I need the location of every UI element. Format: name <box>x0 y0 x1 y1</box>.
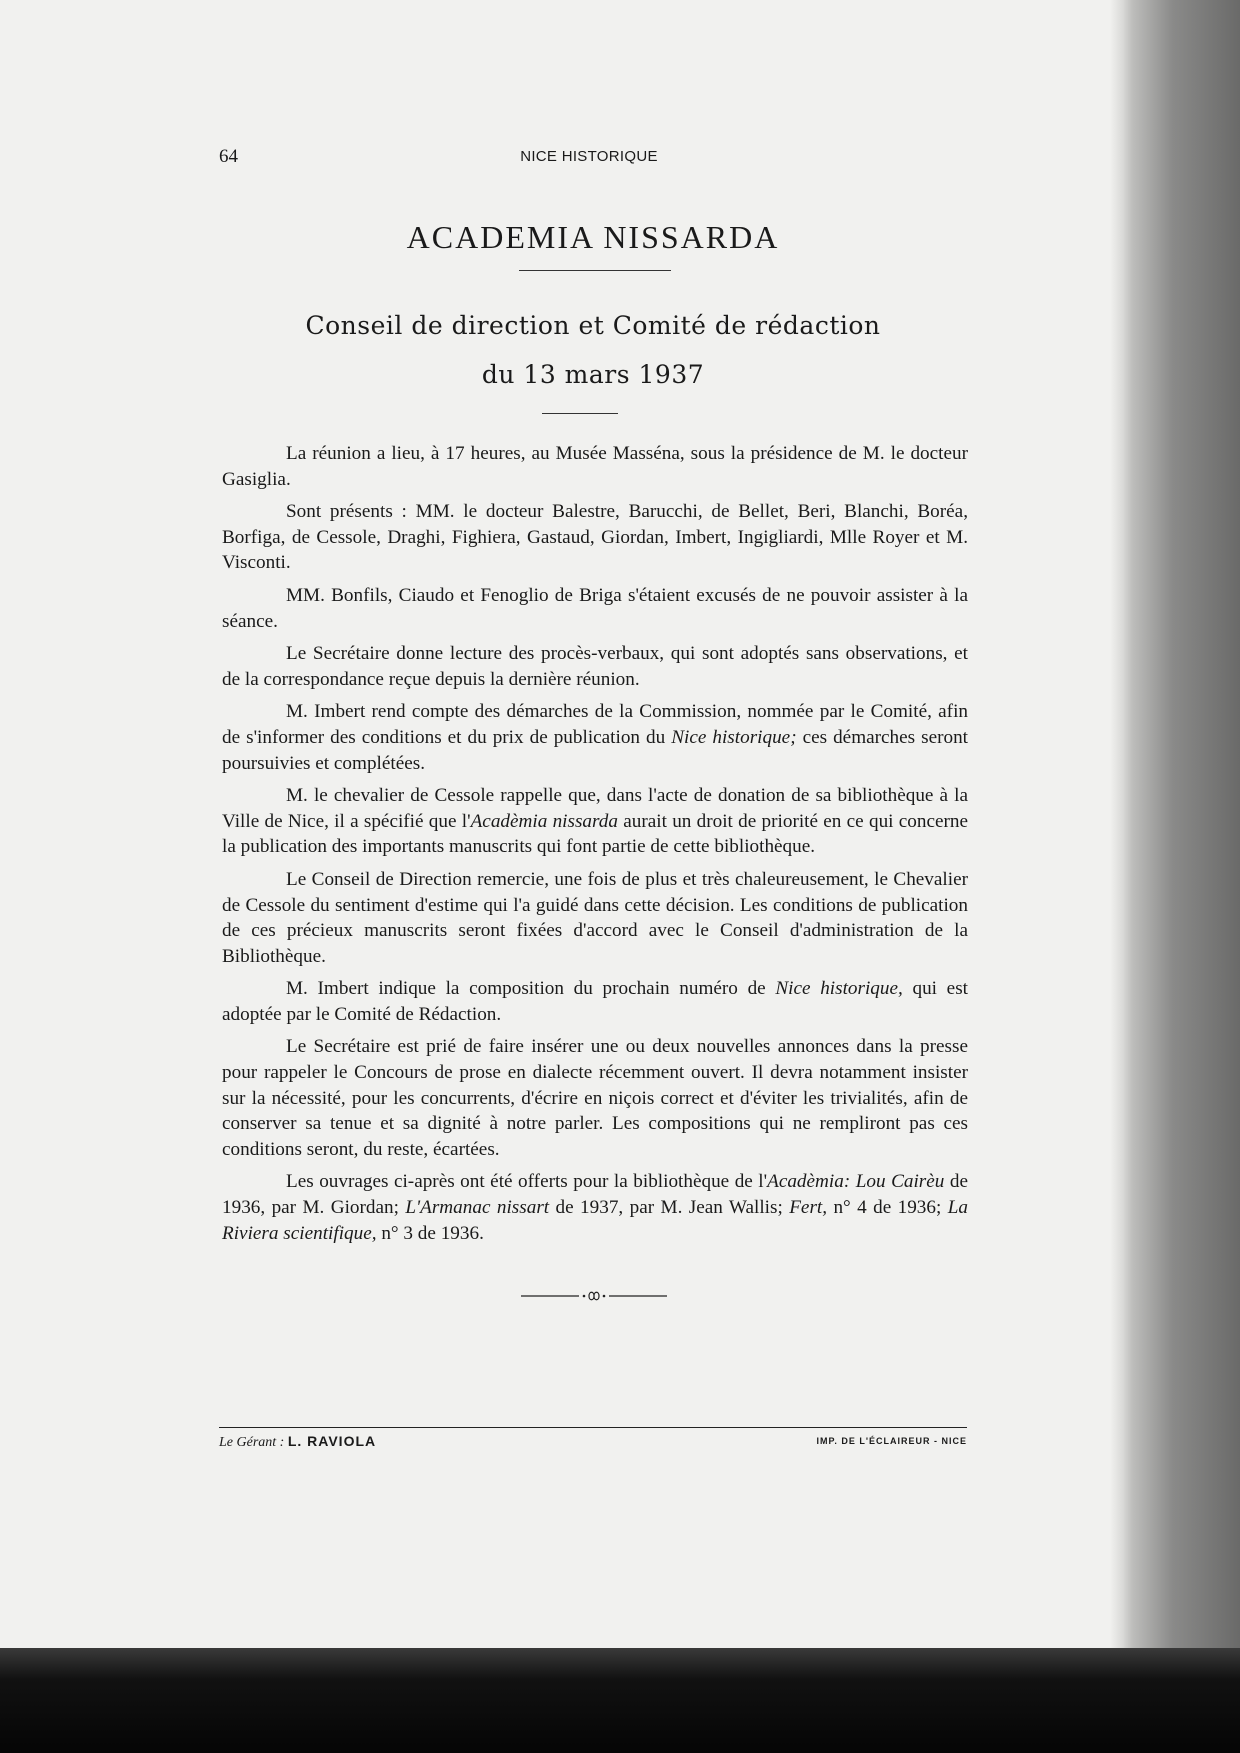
article-body <box>222 441 968 1253</box>
text-segment: n° 4 de 1936; <box>827 1197 948 1219</box>
paragraph-1 <box>222 441 968 492</box>
footer-rule <box>219 1427 967 1428</box>
paragraph-10 <box>222 1169 968 1246</box>
italic-title: Acadèmia nissarda <box>470 810 618 832</box>
text-segment: M. le chevalier de Cessole rappelle que, dans l'acte de donation de sa bibliothèque à la Ville de Nice, il a spécifié que l' <box>222 785 968 832</box>
text-segment: de 1936, par M. Giordan; <box>222 1171 968 1219</box>
paragraph-3 <box>222 583 968 634</box>
page-edge <box>1110 0 1124 1648</box>
text-segment: Le Conseil de Direction remercie, une fois de plus et très chaleureusement, le Chevalier de Cessole du sentiment d'estime qui l'a guidé dans cette décision. Les conditions de publication de ces précieux manuscrits seront fixées d'accord avec le Conseil d'administration de la Bibliothèque. <box>222 868 968 967</box>
subtitle-line-2: du 13 mars 1937 <box>481 360 705 389</box>
text-segment: Le Secrétaire donne lecture des procès-verbaux, qui sont adoptés sans observations, et de la correspondance reçue depuis la dernière réunion. <box>222 643 968 690</box>
paragraph-4 <box>222 641 968 692</box>
paragraph-8 <box>222 976 968 1027</box>
italic-title: L'Armanac nissart <box>405 1197 550 1219</box>
footer-gerant <box>219 1433 376 1451</box>
paragraph-2 <box>222 499 968 576</box>
running-head: NICE HISTORIQUE <box>520 148 658 165</box>
paragraph-7 <box>222 867 968 969</box>
text-segment: Les ouvrages ci-après ont été offerts pour la bibliothèque de l' <box>286 1171 768 1193</box>
paragraph-5 <box>222 699 968 776</box>
paragraph-9 <box>222 1034 968 1162</box>
article-title: ACADEMIA NISSARDA <box>406 219 780 255</box>
text-segment: ces démarches seront poursuivies et complétées. <box>222 726 969 774</box>
text-segment: MM. Bonfils, Ciaudo et Fenoglio de Briga s'étaient excusés de ne pouvoir assister à la séance. <box>222 584 968 632</box>
italic-title: Nice historique; <box>671 726 797 748</box>
ornament-divider <box>521 1289 667 1303</box>
text-segment: M. Imbert indique la composition du prochain numéro de <box>286 978 776 1000</box>
italic-title: Lou Cairèu <box>855 1171 945 1193</box>
paragraph-6 <box>222 783 968 860</box>
subtitle-line-1: Conseil de direction et Comité de rédaction <box>305 311 881 340</box>
gerant-name: L. RAVIOLA <box>287 1433 377 1449</box>
text-segment: Le Secrétaire est prié de faire insérer une ou deux nouvelles annonces dans la presse pour rappeler le Concours de prose en dialecte récemment ouvert. Il devra notamment insister sur la nécessité, pour les concurrents, d'écrire en niçois correct et d'éviter les trivialités, afin de conserver sa tenue et sa dignité à notre parler. Les compositions qui ne rempliront pas ces conditions seront, du reste, écartées. <box>222 1036 968 1160</box>
gerant-label: Le Gérant : <box>219 1435 285 1450</box>
italic-title: Acadèmia: <box>767 1171 851 1193</box>
printer-imprint: IMP. DE L'ÉCLAIREUR - NICE <box>816 1436 967 1446</box>
scanner-background <box>0 1648 1240 1753</box>
text-segment: Sont présents : MM. le docteur Balestre, Barucchi, de Bellet, Beri, Blanchi, Boréa, Borfiga, de Cessole, Draghi, Fighiera, Gastaud, Giordan, Imbert, Ingigliardi, Mlle Royer et M. Visconti. <box>222 501 968 574</box>
italic-title: Nice historique, <box>775 978 903 1000</box>
page-curl-shadow <box>1118 0 1240 1660</box>
text-segment: de 1937, par M. Jean Wallis; <box>549 1197 790 1219</box>
subtitle-rule <box>542 413 618 414</box>
text-segment: aurait un droit de priorité en ce qui concerne la publication des importants manuscrits qui font partie de cette bibliothèque. <box>222 810 968 858</box>
page-number: 64 <box>219 146 238 167</box>
text-segment: qui est adoptée par le Comité de Rédaction. <box>222 978 968 1025</box>
title-rule <box>519 270 671 271</box>
page-header <box>219 146 967 170</box>
italic-title: Fert, <box>789 1197 828 1219</box>
text-segment: n° 3 de 1936. <box>376 1222 484 1244</box>
text-segment: La réunion a lieu, à 17 heures, au Musée Masséna, sous la présidence de M. le docteur Gasiglia. <box>222 443 968 490</box>
italic-title: La Riviera scientifique, <box>222 1197 968 1244</box>
text-segment: M. Imbert rend compte des démarches de la Commission, nommée par le Comité, afin de s'informer des conditions et du prix de publication du <box>222 701 968 748</box>
